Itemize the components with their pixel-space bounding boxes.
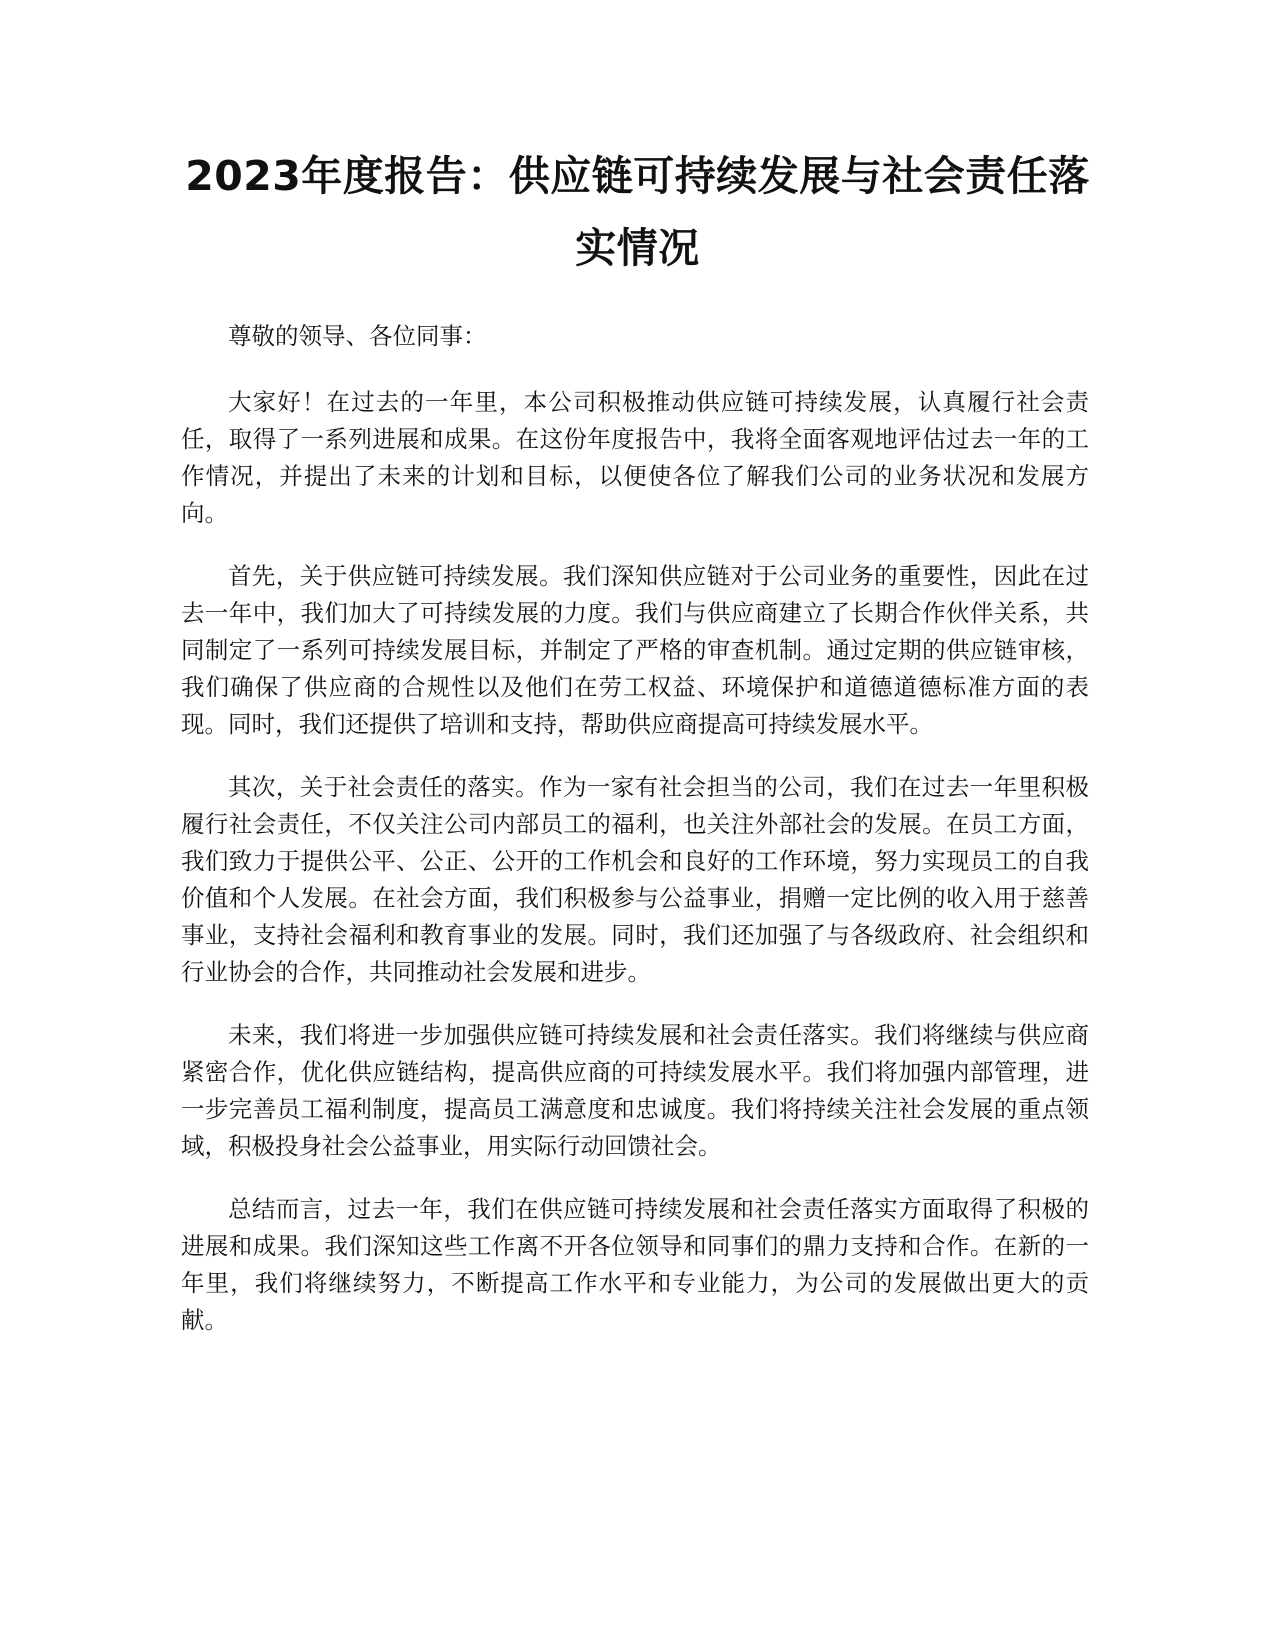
paragraph-greeting: 大家好！在过去的一年里，本公司积极推动供应链可持续发展，认真履行社会责任，取得了一系列进展和成果。在这份年度报告中，我将全面客观地评估过去一年的工作情况，并提出了未来的计划和目标，以便使各位了解我们公司的业务状况和发展方向。 [181,388,1089,527]
paragraph-social-responsibility: 其次，关于社会责任的落实。作为一家有社会担当的公司，我们在过去一年里积极履行社会责任，不仅关注公司内部员工的福利，也关注外部社会的发展。在员工方面，我们致力于提供公平、公正、公开的工作机会和良好的工作环境，努力实现员工的自我价值和个人发展。在社会方面，我们积极参与公益事业，捐赠一定比例的收入用于慈善事业，支持社会福利和教育事业的发展。同时，我们还加强了与各级政府、社会组织和行业协会的合作，共同推动社会发展和进步。 [181,773,1089,986]
paragraph-supply-chain: 首先，关于供应链可持续发展。我们深知供应链对于公司业务的重要性，因此在过去一年中，我们加大了可持续发展的力度。我们与供应商建立了长期合作伙伴关系，共同制定了一系列可持续发展目标，并制定了严格的审查机制。通过定期的供应链审核，我们确保了供应商的合规性以及他们在劳工权益、环境保护和道德道德标准方面的表现。同时，我们还提供了培训和支持，帮助供应商提高可持续发展水平。 [181,562,1089,738]
document-title: 2023年度报告：供应链可持续发展与社会责任落实情况 [185,152,1090,272]
paragraph-future-plans: 未来，我们将进一步加强供应链可持续发展和社会责任落实。我们将继续与供应商紧密合作，优化供应链结构，提高供应商的可持续发展水平。我们将加强内部管理，进一步完善员工福利制度，提高员工满意度和忠诚度。我们将持续关注社会发展的重点领域，积极投身社会公益事业，用实际行动回馈社会。 [181,1021,1089,1160]
salutation: 尊敬的领导、各位同事： [228,322,487,350]
document-body [181,318,1089,1365]
paragraph-conclusion: 总结而言，过去一年，我们在供应链可持续发展和社会责任落实方面取得了积极的进展和成果。我们深知这些工作离不开各位领导和同事们的鼎力支持和合作。在新的一年里，我们将继续努力，不断提高工作水平和专业能力，为公司的发展做出更大的贡献。 [181,1195,1089,1334]
